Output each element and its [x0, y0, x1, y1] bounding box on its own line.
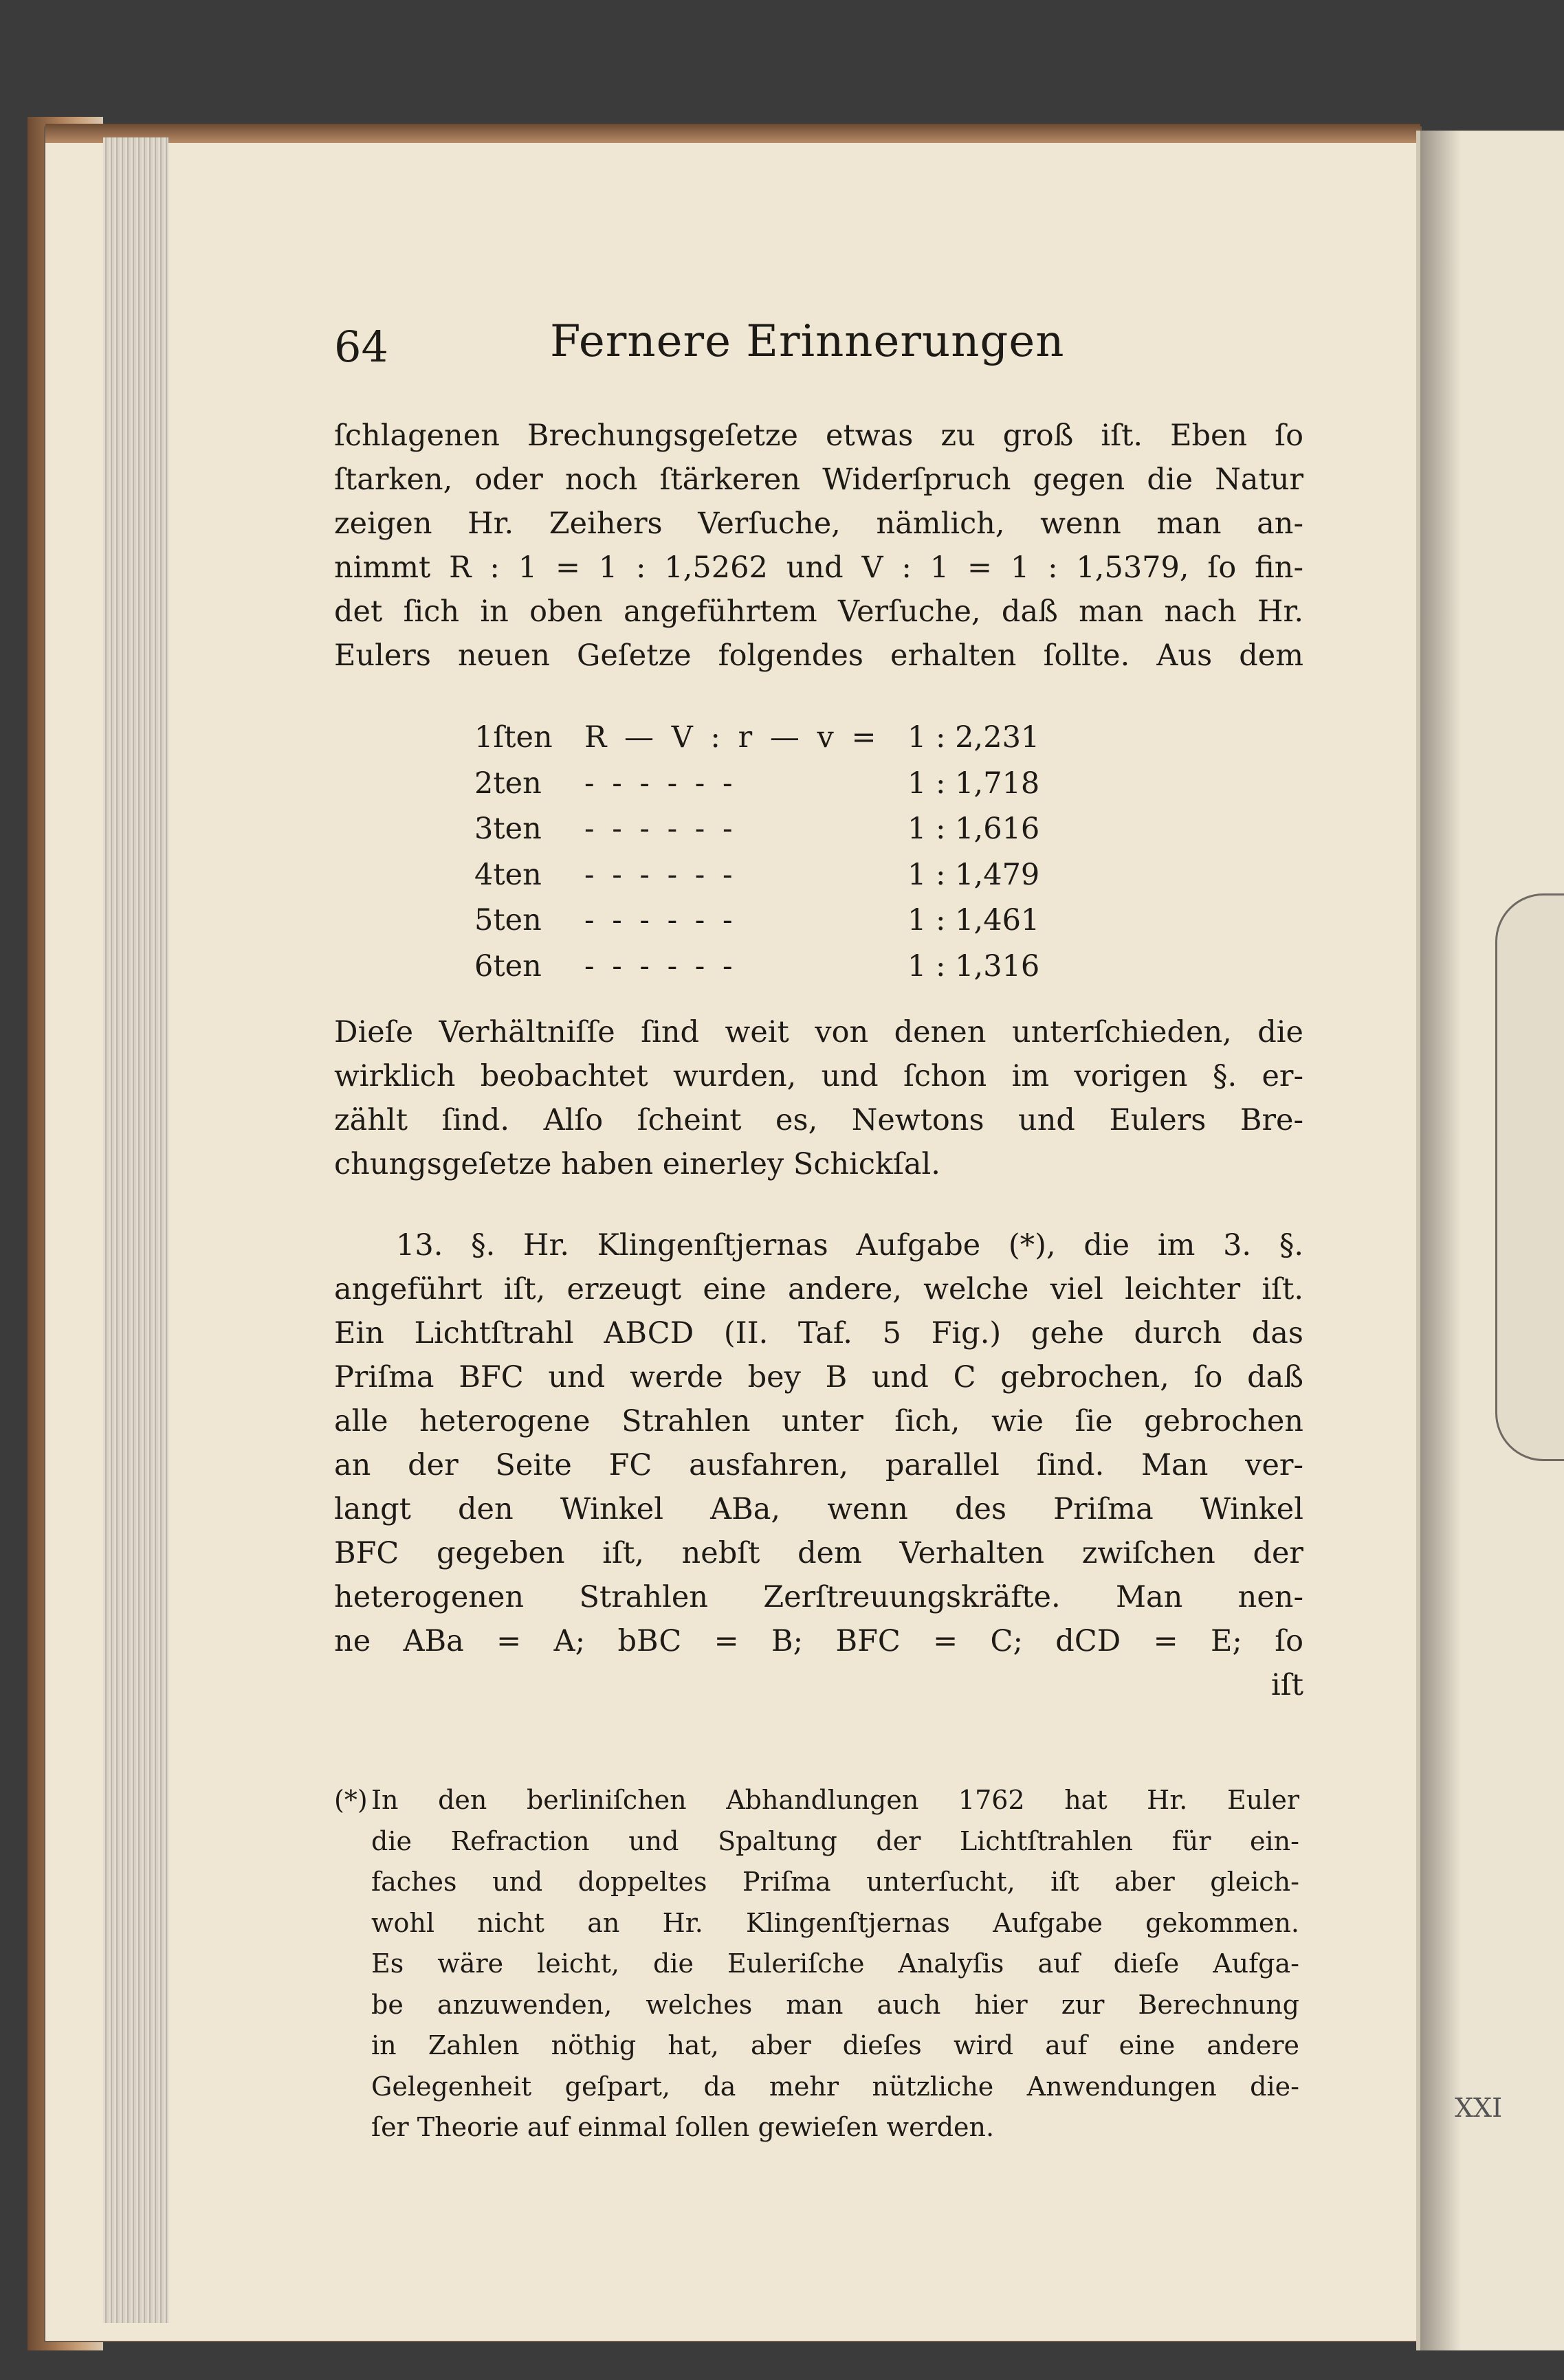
text-line: heterogenen Strahlen Zerſtreuungskräfte. Man nen- — [334, 1580, 1303, 1614]
text-line: ne ABa = A; bBC = B; BFC = C; dCD = E; ſo — [334, 1624, 1303, 1658]
row-formula: - - - - - - — [584, 903, 737, 937]
table-row — [474, 852, 1100, 898]
row-formula: R — V : r — v = — [584, 720, 881, 755]
row-formula: - - - - - - — [584, 948, 737, 983]
text-line: Dieſe Verhältniſſe ſind weit von denen unterſchieden, die — [334, 1015, 1303, 1049]
table-row — [474, 715, 1100, 761]
table-row — [474, 761, 1100, 807]
facing-plate-illustration — [1495, 893, 1564, 1461]
row-value: 1 : 2,231 — [907, 720, 1040, 755]
footnote-line: faches und doppeltes Priſma unterſucht, iſt aber gleich- — [371, 1867, 1299, 1897]
text-line: zählt ſind. Alſo ſcheint es, Newtons und Eulers Bre- — [334, 1103, 1303, 1137]
text-line: Priſma BFC und werde bey B und C gebrochen, ſo daß — [334, 1360, 1303, 1394]
page-stack-edges — [103, 137, 168, 2323]
text-line: Ein Lichtſtrahl ABCD (II. Taf. 5 Fig.) gehe durch das — [334, 1316, 1303, 1350]
table-row — [474, 898, 1100, 944]
footnote-mark: (*) — [334, 1785, 368, 1815]
gutter-shadow — [1420, 131, 1462, 2350]
paragraph-1 — [334, 414, 1303, 678]
row-value: 1 : 1,616 — [907, 812, 1040, 846]
row-formula: - - - - - - — [584, 812, 737, 846]
footnote-line: In den berliniſchen Abhandlungen 1762 hat Hr. Euler — [371, 1785, 1299, 1815]
page-number: 64 — [334, 322, 388, 372]
table-row — [474, 806, 1100, 852]
text-line: det ſich in oben angeführtem Verſuche, daß man nach Hr. — [334, 594, 1303, 629]
ratio-table — [474, 715, 1100, 989]
table-row — [474, 944, 1100, 990]
row-value: 1 : 1,479 — [907, 857, 1040, 892]
text-line: nimmt R : 1 = 1 : 1,5262 und V : 1 = 1 : 1,5379, ſo fin- — [334, 550, 1303, 585]
text-line: ſchlagenen Brechungsgeſetze etwas zu groß iſt. Eben ſo — [334, 419, 1303, 453]
text-line: BFC gegeben iſt, nebſt dem Verhalten zwiſchen der — [334, 1536, 1303, 1570]
row-label: 1ſten — [474, 720, 553, 755]
paragraph-2 — [334, 1010, 1303, 1186]
catchword: iſt — [1271, 1668, 1303, 1702]
footnote-line: Gelegenheit geſpart, da mehr nützliche Anwendungen die- — [371, 2071, 1299, 2102]
row-formula: - - - - - - — [584, 766, 737, 801]
row-formula: - - - - - - — [584, 857, 737, 892]
footnote-line: wohl nicht an Hr. Klingenſtjernas Aufgabe gekommen. — [371, 1907, 1299, 1938]
row-value: 1 : 1,461 — [907, 903, 1040, 937]
text-line: an der Seite FC ausfahren, parallel ſind. Man ver- — [334, 1448, 1303, 1482]
text-line: langt den Winkel ABa, wenn des Priſma Winkel — [334, 1492, 1303, 1526]
text-line: wirklich beobachtet wurden, und ſchon im vorigen §. er- — [334, 1059, 1303, 1093]
text-line: ſtarken, oder noch ſtärkeren Widerſpruch gegen die Natur — [334, 463, 1303, 497]
footnote-line: Es wäre leicht, die Euleriſche Analyſis auf dieſe Aufga- — [371, 1948, 1299, 1979]
footnote-line: in Zahlen nöthig hat, aber dieſes wird auf eine andere — [371, 2030, 1299, 2060]
text-line: chungsgeſetze haben einerley Schickſal. — [334, 1147, 940, 1181]
footnote-line: ſer Theorie auf einmal ſollen gewieſen werden. — [371, 2112, 995, 2142]
row-label: 5ten — [474, 903, 542, 937]
row-label: 3ten — [474, 812, 542, 846]
plate-label: XXI — [1455, 2093, 1503, 2123]
footnote-line: be anzuwenden, welches man auch hier zur Berechnung — [371, 1989, 1299, 2020]
page-top-edge — [45, 124, 1420, 143]
row-value: 1 : 1,718 — [907, 766, 1040, 801]
footnote — [371, 1780, 1299, 2148]
text-line: zeigen Hr. Zeihers Verſuche, nämlich, wenn man an- — [334, 507, 1303, 541]
text-line: Eulers neuen Geſetze folgendes erhalten ſollte. Aus dem — [334, 638, 1303, 673]
row-label: 4ten — [474, 857, 542, 892]
text-line: angeführt iſt, erzeugt eine andere, welche viel leichter iſt. — [334, 1272, 1303, 1306]
text-line: alle heterogene Strahlen unter ſich, wie ſie gebrochen — [334, 1404, 1303, 1438]
text-line: 13. §. Hr. Klingenſtjernas Aufgabe (*), die im 3. §. — [396, 1228, 1303, 1263]
row-label: 2ten — [474, 766, 542, 801]
running-title: Fernere Erinnerungen — [550, 316, 1065, 367]
row-value: 1 : 1,316 — [907, 948, 1040, 983]
paragraph-13 — [334, 1223, 1303, 1707]
footnote-line: die Refraction und Spaltung der Lichtſtrahlen für ein- — [371, 1825, 1299, 1856]
row-label: 6ten — [474, 948, 542, 983]
